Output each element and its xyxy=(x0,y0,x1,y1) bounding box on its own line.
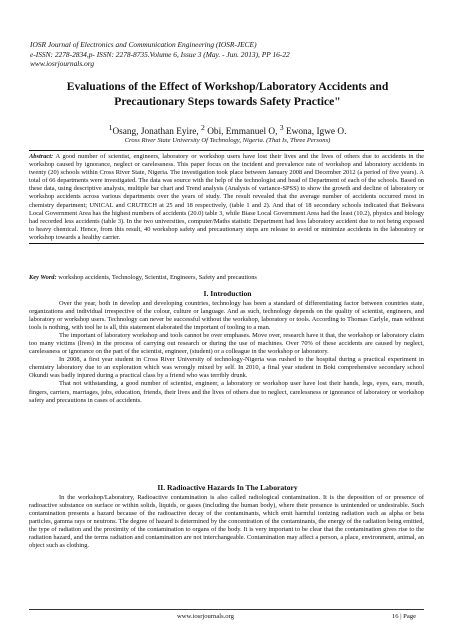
author-list xyxy=(30,122,425,138)
author-name: Obi, Emmanuel O, xyxy=(204,127,280,138)
paragraph: In the workshop/Laboratory, Radioactive contamination is also called radiological contamination. It is the deposition of or presence of radioactive substance on surface or within solids, liquids, or gases (including the human body), where their presence is unintended or undesirable. Such contamination presents a hazard because of the radioactive decay of the contaminants, which emit harmful ionizing radiation such as alpha or beta particles, gamma rays or neutrons. The degree of hazard is determined by the concentration of the contaminants, the energy of the radiation being emitted, the type of radiation and the proximity of the contamination to organs of the body. It is very important to be clear that the contamination gives rise to the radiation hazard, and the terms radiation and contamination are not interchangeable. Contamination may affect a person, a place, environment, animal, an object such as clothing. xyxy=(29,494,424,550)
author-name: Ewona, Igwe O. xyxy=(283,127,347,138)
keywords-text: workshop accidents, Technology, Scientist, Engineers, Safety and precautions xyxy=(56,274,257,281)
paragraph: That not withstanding, a good number of scientist, engineer, a laboratory or workshop user have lost their hands, legs, eyes, ears, mouth, fingers, carriers, marriages, jobs, education, friends, their lives and the lives of others due to neglect, carelessness or ignorance of laboratory or workshop safety and precautions in cases of accidents. xyxy=(29,380,424,404)
paragraph: In 2008, a first year student in Cross River University of technology-Nigeria was rushed to the hospital during a practical experiment in chemistry laboratory due to an exploration which was wrongly mixed by self. In 2010, a final year student in Boki comprehensive secondary school Okundi was badly injured during a practical class by a friend who was terribly drunk. xyxy=(29,356,424,380)
author-superscript: 3 xyxy=(279,123,284,132)
paper-title: Evaluations of the Effect of Workshop/Laboratory Accidents and Precautionary Steps towards Safety Practice" xyxy=(66,80,389,108)
section-body-radioactive-hazards xyxy=(29,494,424,550)
author-superscript: 1 xyxy=(108,123,113,132)
footer-url[interactable]: www.iosrjournals.org xyxy=(177,613,234,620)
author-affiliation: Cross River State University Of Technology, Nigeria. (That Is, Three Persons) xyxy=(124,137,331,144)
page-footer xyxy=(29,609,424,620)
author-superscript: 2 xyxy=(201,123,205,132)
journal-header xyxy=(30,40,425,69)
page-number: 16 | Page xyxy=(391,613,416,620)
paragraph: Over the year, both in develop and developing countries, technology has been a standard of differentiating factor between countries state, organizations and individual irrespective of the colour, culture or language. And as such, technology depends on the quality of scientist, engineers, and laboratory or workshop users. Technology can never be successful without the workshop, laboratory or tools. According to Thomas Carlyle, man without tools is nothing, with tool he is all, this statement elaborated the important of tooling to a man. xyxy=(29,300,424,332)
journal-website[interactable]: www.iosrjournals.org xyxy=(30,59,95,68)
journal-name: IOSR Journal of Electronics and Communication Engineering (IOSR-JECE) xyxy=(30,40,257,49)
section-body-introduction xyxy=(29,300,424,405)
author-name: Osang, Jonathan Eyire, xyxy=(112,127,202,138)
abstract-label: Abstract: xyxy=(29,153,54,160)
keywords xyxy=(29,274,424,282)
section-heading-radioactive-hazards: II. Radioactive Hazards In The Laboratory xyxy=(157,483,298,492)
paragraph: The important of laboratory workshop and tools cannot be over emphases. Move over, research have it that, the workshop or laboratory claim too many victims (lives) in the process of carrying out research or during the use of machines. Over 70% of these accidents are caused by neglect, carelessness or ignorance on the part of the scientist, engineer, (student) or a colleague in the workshop or laboratory. xyxy=(29,332,424,356)
abstract-text: A good number of scientist, engineers, laboratory or workshop users have lost their lives and the lives of others due to accidents in the workshop caused by ignorance, neglect or carelessness. This paper focus on the incident and prevalence rate of workshop and laboratory accidents in twenty (20) schools within Cross River State, Nigeria. The investigation took place between January 2008 and December 2012 (a period of five years). A total of 66 departments were investigated. The data was source with the help of the technologist and head of Department of each of the schools. Based on these data, using descriptive analysis, multiple bar chart and Trend analysis (Analysis of variance-SPSS) to show the growth and decline of laboratory or workshop accidents across various departments over the years of study. The result revealed that the average number of accidents occurred most in chemistry department; UNICAL and CRUTECH at 25 and 18 respectively, (table 1 and 2). And that of 18 secondary schools indicated that Bekwara Local Government Area has the highest numbers of accidents (20.0) table 3, while Biase Local Government Area had the least (10.2), physics and biology had recorded less accidents (table 3). In the two universities, computer/Maths statistic Department had less laboratory accident due to not being exposed to heavy chemical. Hence, from this result, 40 workshop safety and precautionary steps are release to avoid or minimize accidents in the laboratory or workshop towards a healthy carrier. xyxy=(29,153,424,241)
section-heading-introduction: I. Introduction xyxy=(203,289,252,298)
keywords-label: Key Word: xyxy=(29,274,57,281)
abstract xyxy=(29,150,424,244)
issn-line: e-ISSN: 2278-2834,p- ISSN: 2278-8735.Volume 6, Issue 3 (May. - Jun. 2013), PP 16-22 xyxy=(30,49,290,59)
